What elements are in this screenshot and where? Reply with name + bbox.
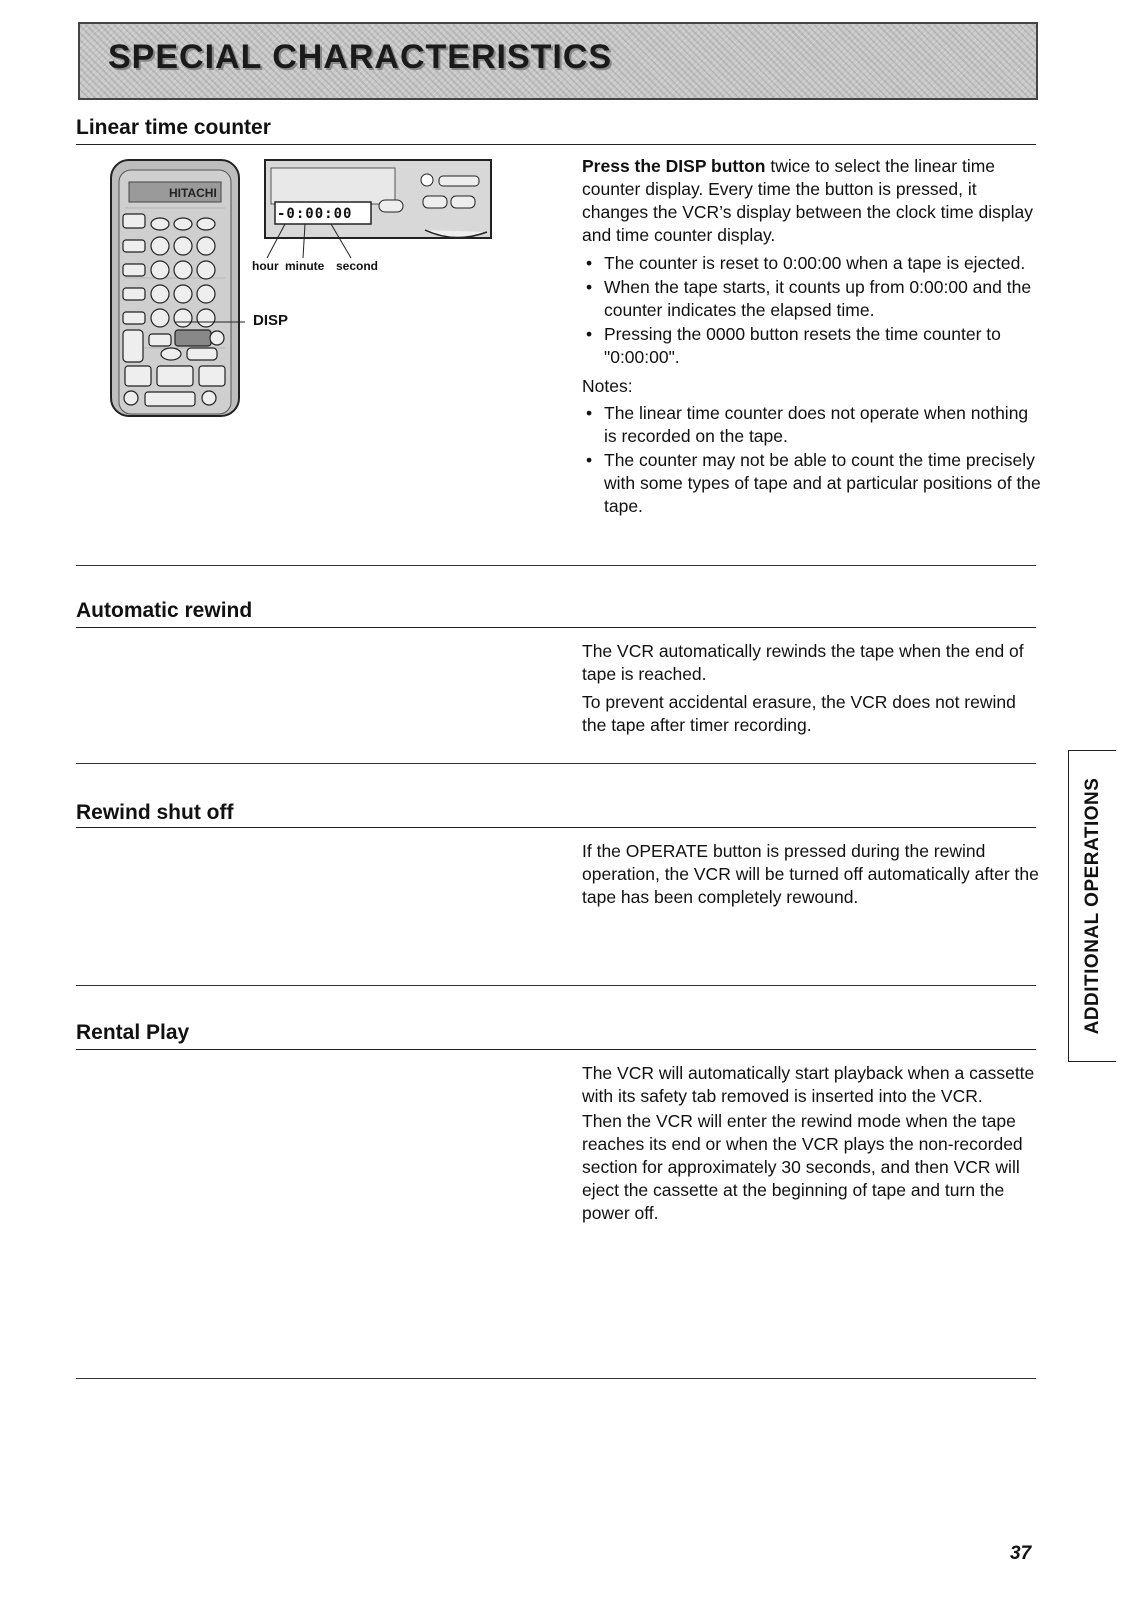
paragraph: Then the VCR will enter the rewind mode when the tape reaches its end or when the VCR plays the non-recorded section for approximately 30 seconds, and then VCR will eject the cassette at the beginning of tape and turn the power off.: [582, 1111, 1023, 1223]
section-divider: [76, 1378, 1036, 1379]
counter-bullets: [582, 252, 1042, 369]
section-divider: [76, 985, 1036, 986]
intro-rest: twice to select the linear time counter display. Every time the button is pressed, it changes the VCR’s display between the clock time display and time counter display.: [582, 156, 1034, 245]
paragraph: The VCR automatically rewinds the tape when the end of tape is reached.: [582, 641, 1024, 684]
automatic-rewind-text: [582, 640, 1042, 742]
remote-brand-label: HITACHI: [169, 186, 217, 200]
notes-label: Notes:: [582, 376, 633, 396]
section-title-rewind-shut-off: Rewind shut off: [76, 801, 234, 824]
rental-play-text: [582, 1062, 1042, 1230]
list-item: • When the tape starts, it counts up from 0:00:00 and the counter indicates the elapsed time.: [582, 276, 1042, 322]
section-rule: [76, 144, 1036, 145]
list-item: • The counter may not be able to count the time precisely with some types of tape and at particular positions of the tape.: [582, 449, 1042, 518]
paragraph: To prevent accidental erasure, the VCR does not rewind the tape after timer recording.: [582, 692, 1016, 735]
section-title-linear-time-counter: Linear time counter: [76, 116, 271, 139]
list-item: • The counter is reset to 0:00:00 when a tape is ejected.: [582, 252, 1042, 275]
notes-list: [582, 402, 1042, 518]
page-title: SPECIAL CHARACTERISTICS: [108, 38, 613, 76]
list-item: • The linear time counter does not operate when nothing is recorded on the tape.: [582, 402, 1042, 448]
section-divider: [76, 763, 1036, 764]
side-chapter-tab: [1068, 750, 1116, 1062]
page-header-banner: [78, 22, 1038, 100]
paragraph: If the OPERATE button is pressed during the rewind operation, the VCR will be turned off automatically after the tape has been completely rewound.: [582, 841, 1039, 907]
section-divider: [76, 565, 1036, 566]
linear-time-counter-text: [582, 155, 1042, 522]
disp-button-label: DISP: [253, 312, 289, 329]
intro-bold: Press the DISP button: [582, 156, 766, 176]
remote-vcr-drawing: [105, 158, 525, 418]
linear-time-counter-intro: [582, 155, 1042, 247]
side-chapter-tab-label: ADDITIONAL OPERATIONS: [1081, 777, 1103, 1035]
rewind-shut-off-text: [582, 840, 1042, 914]
hour-label: hour: [252, 259, 279, 273]
page-number: 37: [1010, 1543, 1032, 1564]
second-label: second: [336, 259, 379, 273]
minute-label: minute: [285, 259, 325, 273]
section-title-automatic-rewind: Automatic rewind: [76, 599, 253, 622]
list-item: • Pressing the 0000 button resets the time counter to "0:00:00".: [582, 323, 1042, 369]
section-rule: [76, 627, 1036, 628]
section-rule: [76, 827, 1036, 828]
section-rule: [76, 1049, 1036, 1050]
counter-display-readout: -0:00:00: [277, 206, 353, 222]
section-title-rental-play: Rental Play: [76, 1021, 190, 1044]
remote-and-vcr-illustration: [105, 158, 525, 418]
paragraph: The VCR will automatically start playback when a cassette with its safety tab removed is inserted into the VCR.: [582, 1063, 1035, 1106]
